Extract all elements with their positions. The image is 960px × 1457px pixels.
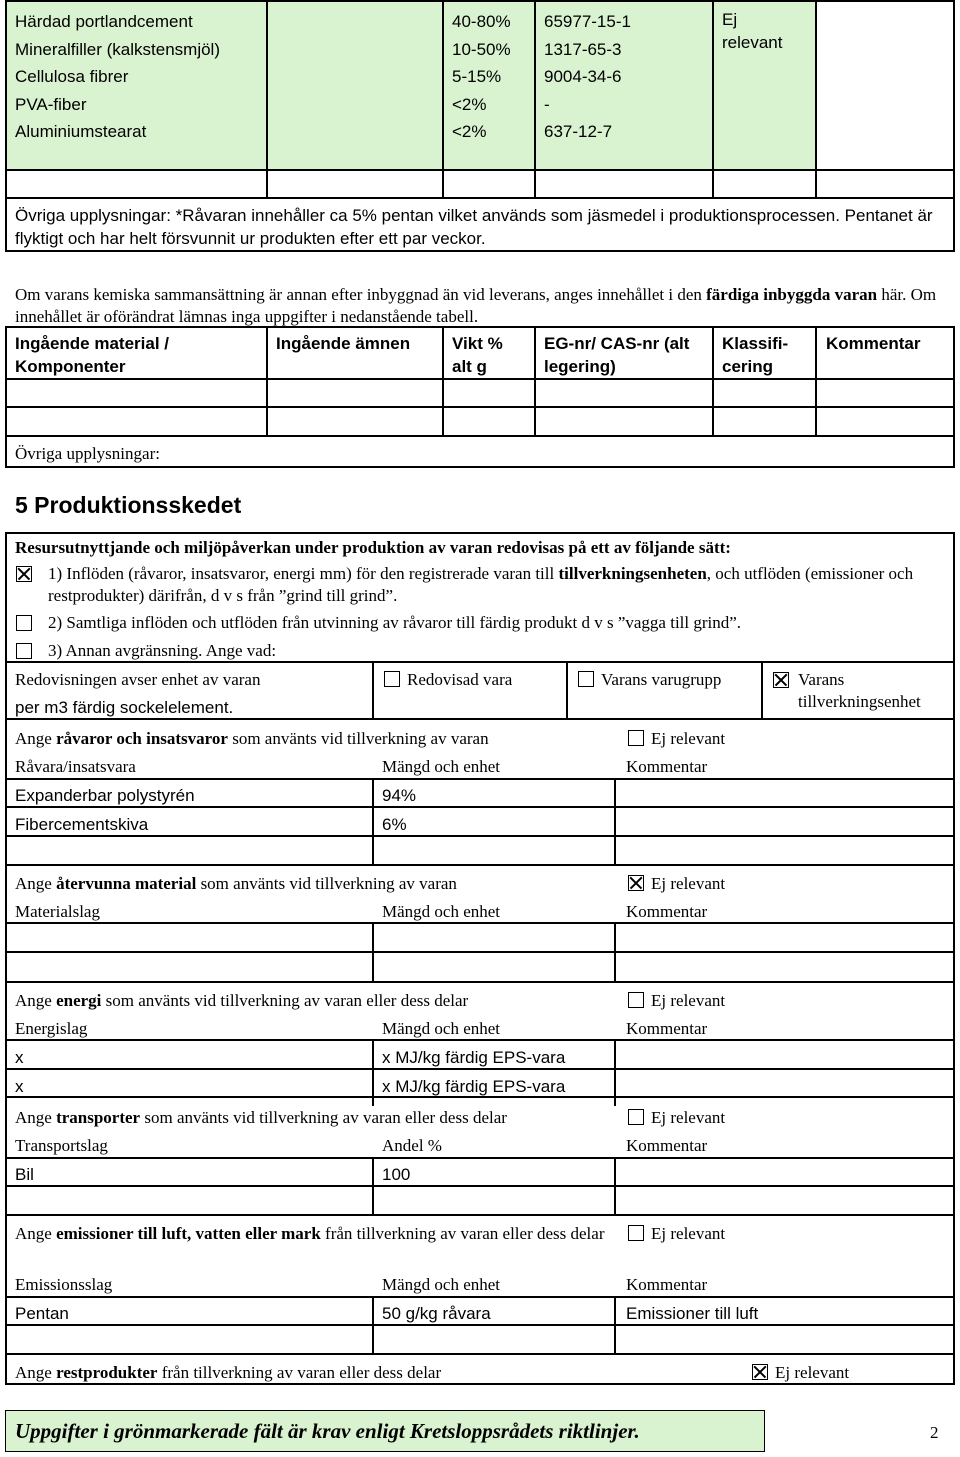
weight-4: <2% — [452, 94, 487, 114]
page-number: 2 — [930, 1423, 939, 1442]
weight-1: 40-80% — [452, 12, 511, 31]
option-3-checkbox[interactable] — [16, 643, 32, 659]
recycled-ej-checkbox[interactable] — [628, 875, 644, 891]
weight-5: <2% — [452, 122, 487, 142]
emissions-header-2: Mängd och enhet — [382, 1275, 501, 1294]
section-title: 5 Produktionsskedet — [15, 492, 242, 518]
energy-ej-checkbox[interactable] — [628, 992, 644, 1008]
raw-row-2-name: Fibercementskiva — [15, 815, 149, 834]
recycled-header-2: Mängd och enhet — [382, 902, 501, 921]
top-weights — [452, 8, 532, 146]
cas-1: 65977-15-1 — [544, 12, 631, 31]
option-2[interactable]: 2) Samtliga inflöden och utflöden från utvinning av råvaror till färdig produkt d v s ”vagga till grind”. — [15, 612, 945, 634]
transport-row-1-amount: 100 — [382, 1165, 411, 1184]
energy-header-1: Energislag — [15, 1019, 88, 1038]
bi-header-substance: Ingående ämnen — [276, 334, 411, 353]
raw-ej-checkbox[interactable] — [628, 730, 644, 746]
built-in-intro: Om varans kemiska sammansättning är annan efter inbyggnad än vid leverans, anges innehållet i den färdiga inbyggda varan här. Om innehållet är oförändrat lämnas inga uppgifter i nedanstående tabell. — [15, 285, 937, 326]
emissions-heading: Ange emissioner till luft, vatten eller mark från tillverkning av varan eller dess delar — [15, 1224, 605, 1243]
raw-row-2-amount: 6% — [382, 815, 407, 834]
energy-row-2-name: x — [15, 1077, 24, 1096]
option-3[interactable]: 3) Annan avgränsning. Ange vad: — [15, 640, 945, 662]
raw-heading: Ange råvaror och insatsvaror som använts vid tillverkning av varan — [15, 729, 489, 748]
transport-header-1: Transportslag — [15, 1136, 108, 1155]
bi-other-info: Övriga upplysningar: — [15, 444, 160, 463]
bi-header-weight: Vikt % alt g — [452, 334, 503, 376]
bi-header-material: Ingående material / Komponenter — [15, 334, 169, 376]
top-cas — [544, 8, 704, 146]
energy-row-2-amount: x MJ/kg färdig EPS-vara — [382, 1077, 566, 1096]
bi-header-class: Klassifi-cering — [722, 334, 789, 376]
raw-header-2: Mängd och enhet — [382, 757, 501, 776]
cas-4: - — [544, 94, 550, 114]
material-4: PVA-fiber — [15, 94, 87, 114]
material-5: Aluminiumstearat — [15, 122, 147, 142]
energy-heading: Ange energi som använts vid tillverkning av varan eller dess delar — [15, 991, 469, 1010]
emissions-ej-checkbox[interactable] — [628, 1225, 644, 1241]
recycled-ej[interactable]: Ej relevant — [628, 873, 725, 895]
section-lead: Resursutnyttjande och miljöpåverkan under produktion av varan redovisas på ett av följande sätt: — [15, 538, 731, 557]
bi-header-comment: Kommentar — [826, 334, 921, 353]
cas-3: 9004-34-6 — [544, 67, 622, 87]
choice-c-checkbox[interactable] — [773, 672, 789, 688]
raw-ej[interactable]: Ej relevant — [628, 728, 725, 750]
residual-ej[interactable]: Ej relevant — [752, 1362, 849, 1384]
emissions-header-3: Kommentar — [626, 1275, 708, 1294]
transport-row-1-name: Bil — [15, 1165, 34, 1184]
option-1-checkbox[interactable] — [16, 566, 32, 582]
bi-header-cas: EG-nr/ CAS-nr (alt legering) — [544, 334, 690, 376]
weight-3: 5-15% — [452, 67, 502, 87]
material-2: Mineralfiller (kalkstensmjöl) — [15, 39, 220, 59]
top-classification: Ej relevant — [722, 10, 783, 52]
top-materials — [15, 8, 265, 146]
energy-ej[interactable]: Ej relevant — [628, 990, 725, 1012]
residual-ej-checkbox[interactable] — [752, 1364, 768, 1380]
top-other-info: Övriga upplysningar: *Råvaran innehåller ca 5% pentan vilket används som jäsmedel i produktionsprocessen. Pentanet är flyktigt och har helt försvunnit ur produkten efter ett par veckor. — [15, 206, 933, 248]
emissions-row-1-amount: 50 g/kg råvara — [382, 1304, 491, 1323]
choice-a-checkbox[interactable] — [384, 671, 400, 687]
unit-value[interactable]: per m3 färdig sockelelement. — [15, 698, 234, 717]
emissions-row-1-name: Pentan — [15, 1304, 69, 1323]
residual-heading: Ange restprodukter från tillverkning av varan eller dess delar — [15, 1363, 442, 1382]
weight-2: 10-50% — [452, 39, 511, 59]
energy-row-1-name: x — [15, 1048, 24, 1067]
energy-row-1-amount: x MJ/kg färdig EPS-vara — [382, 1048, 566, 1067]
option-2-checkbox[interactable] — [16, 615, 32, 631]
choice-reported-item[interactable]: Redovisad vara — [384, 669, 512, 691]
transport-header-3: Kommentar — [626, 1136, 708, 1155]
raw-row-1-amount: 94% — [382, 786, 417, 805]
transport-ej[interactable]: Ej relevant — [628, 1107, 725, 1129]
option-1[interactable]: 1) Inflöden (råvaror, insatsvaror, energi mm) för den registrerade varan till tillverkningsenheten, och utflöden (emissioner och restprodukter) därifrån, d v s från ”grind till grind”. — [15, 563, 945, 607]
choice-manufacturing-unit[interactable]: Varans tillverkningsenhet — [773, 669, 953, 713]
raw-row-1-name: Expanderbar polystyrén — [15, 786, 195, 805]
energy-header-2: Mängd och enhet — [382, 1019, 501, 1038]
raw-header-1: Råvara/insatsvara — [15, 757, 136, 776]
recycled-header-1: Materialslag — [15, 902, 100, 921]
raw-header-3: Kommentar — [626, 757, 708, 776]
transport-heading: Ange transporter som använts vid tillverkning av varan eller dess delar — [15, 1108, 507, 1127]
footer-note: Uppgifter i grönmarkerade fält är krav enligt Kretsloppsrådets riktlinjer. — [15, 1419, 640, 1443]
recycled-header-3: Kommentar — [626, 902, 708, 921]
cas-2: 1317-65-3 — [544, 39, 622, 59]
cas-5: 637-12-7 — [544, 122, 613, 142]
emissions-ej[interactable]: Ej relevant — [628, 1223, 725, 1245]
material-1: Härdad portlandcement — [15, 12, 193, 31]
emissions-row-1-comment: Emissioner till luft — [626, 1304, 759, 1323]
transport-ej-checkbox[interactable] — [628, 1109, 644, 1125]
choice-b-checkbox[interactable] — [578, 671, 594, 687]
transport-header-2: Andel % — [382, 1136, 442, 1155]
energy-header-3: Kommentar — [626, 1019, 708, 1038]
recycled-heading: Ange återvunna material som använts vid tillverkning av varan — [15, 874, 457, 893]
unit-label: Redovisningen avser enhet av varan — [15, 670, 261, 689]
emissions-header-1: Emissionsslag — [15, 1275, 113, 1294]
choice-product-group[interactable]: Varans varugrupp — [578, 669, 721, 691]
material-3: Cellulosa fibrer — [15, 67, 129, 87]
